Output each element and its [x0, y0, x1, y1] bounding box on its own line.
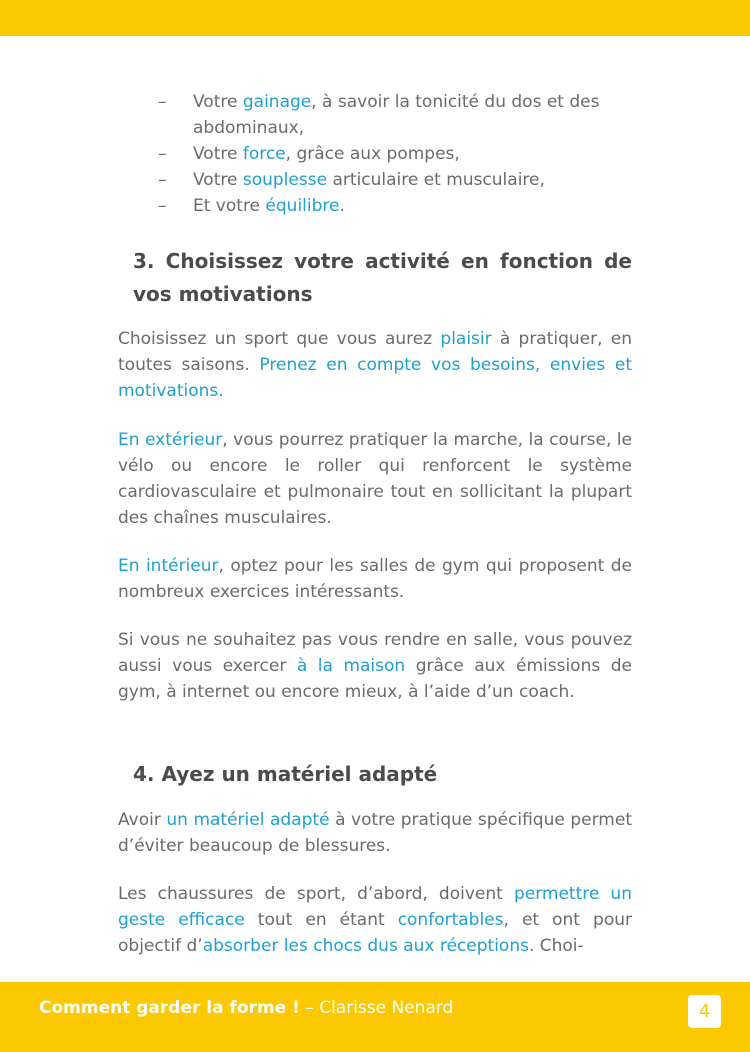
section-4-paragraph-2: Les chaussures de sport, d’abord, doivent permettre un geste efficace tout en étant confortables, et ont pour objectif d’absorber les chocs dus aux réceptions. Choi-	[118, 884, 632, 956]
top-banner	[0, 0, 750, 36]
page-number: 4	[688, 995, 721, 1028]
section-3-paragraph-1: Choisissez un sport que vous aurez plaisir à pratiquer, en toutes saisons. Prenez en compte vos besoins, envies et motivations.	[118, 329, 633, 401]
section-4-paragraph-1: Avoir un matériel adapté à votre pratique spécifique permet d’éviter beaucoup de blessures.	[118, 810, 632, 856]
footer-title: Comment garder la forme !	[39, 998, 300, 1018]
list-item: – Votre souplesse articulaire et musculaire,	[158, 170, 545, 190]
section-4-heading: 4. Ayez un matériel adapté	[133, 762, 438, 786]
section-3-heading: 3. Choisissez votre activité en fonction de vos motivations	[133, 249, 632, 306]
footer-text: Comment garder la forme ! – Clarisse Nenard	[39, 998, 454, 1018]
list-item: – Et votre équilibre.	[158, 196, 345, 216]
list-item: – Votre force, grâce aux pompes,	[158, 144, 460, 164]
section-3-paragraph-4: Si vous ne souhaitez pas vous rendre en salle, vous pouvez aussi vous exercer à la maison grâce aux émissions de gym, à internet ou encore mieux, à l’aide d’un coach.	[118, 630, 632, 702]
list-item: – Votre gainage, à savoir la tonicité du dos et des abdominaux,	[158, 92, 600, 138]
section-3-paragraph-3: En intérieur, optez pour les salles de gym qui proposent de nombreux exercices intéressants.	[118, 556, 633, 602]
footer-author: Clarisse Nenard	[319, 998, 454, 1018]
section-3-paragraph-2: En extérieur, vous pourrez pratiquer la marche, la course, le vélo ou encore le roller qui renforcent le système cardiovasculaire et pulmonaire tout en sollicitant la plupart des chaînes musculaires.	[118, 430, 632, 528]
bullet-list	[158, 89, 632, 219]
